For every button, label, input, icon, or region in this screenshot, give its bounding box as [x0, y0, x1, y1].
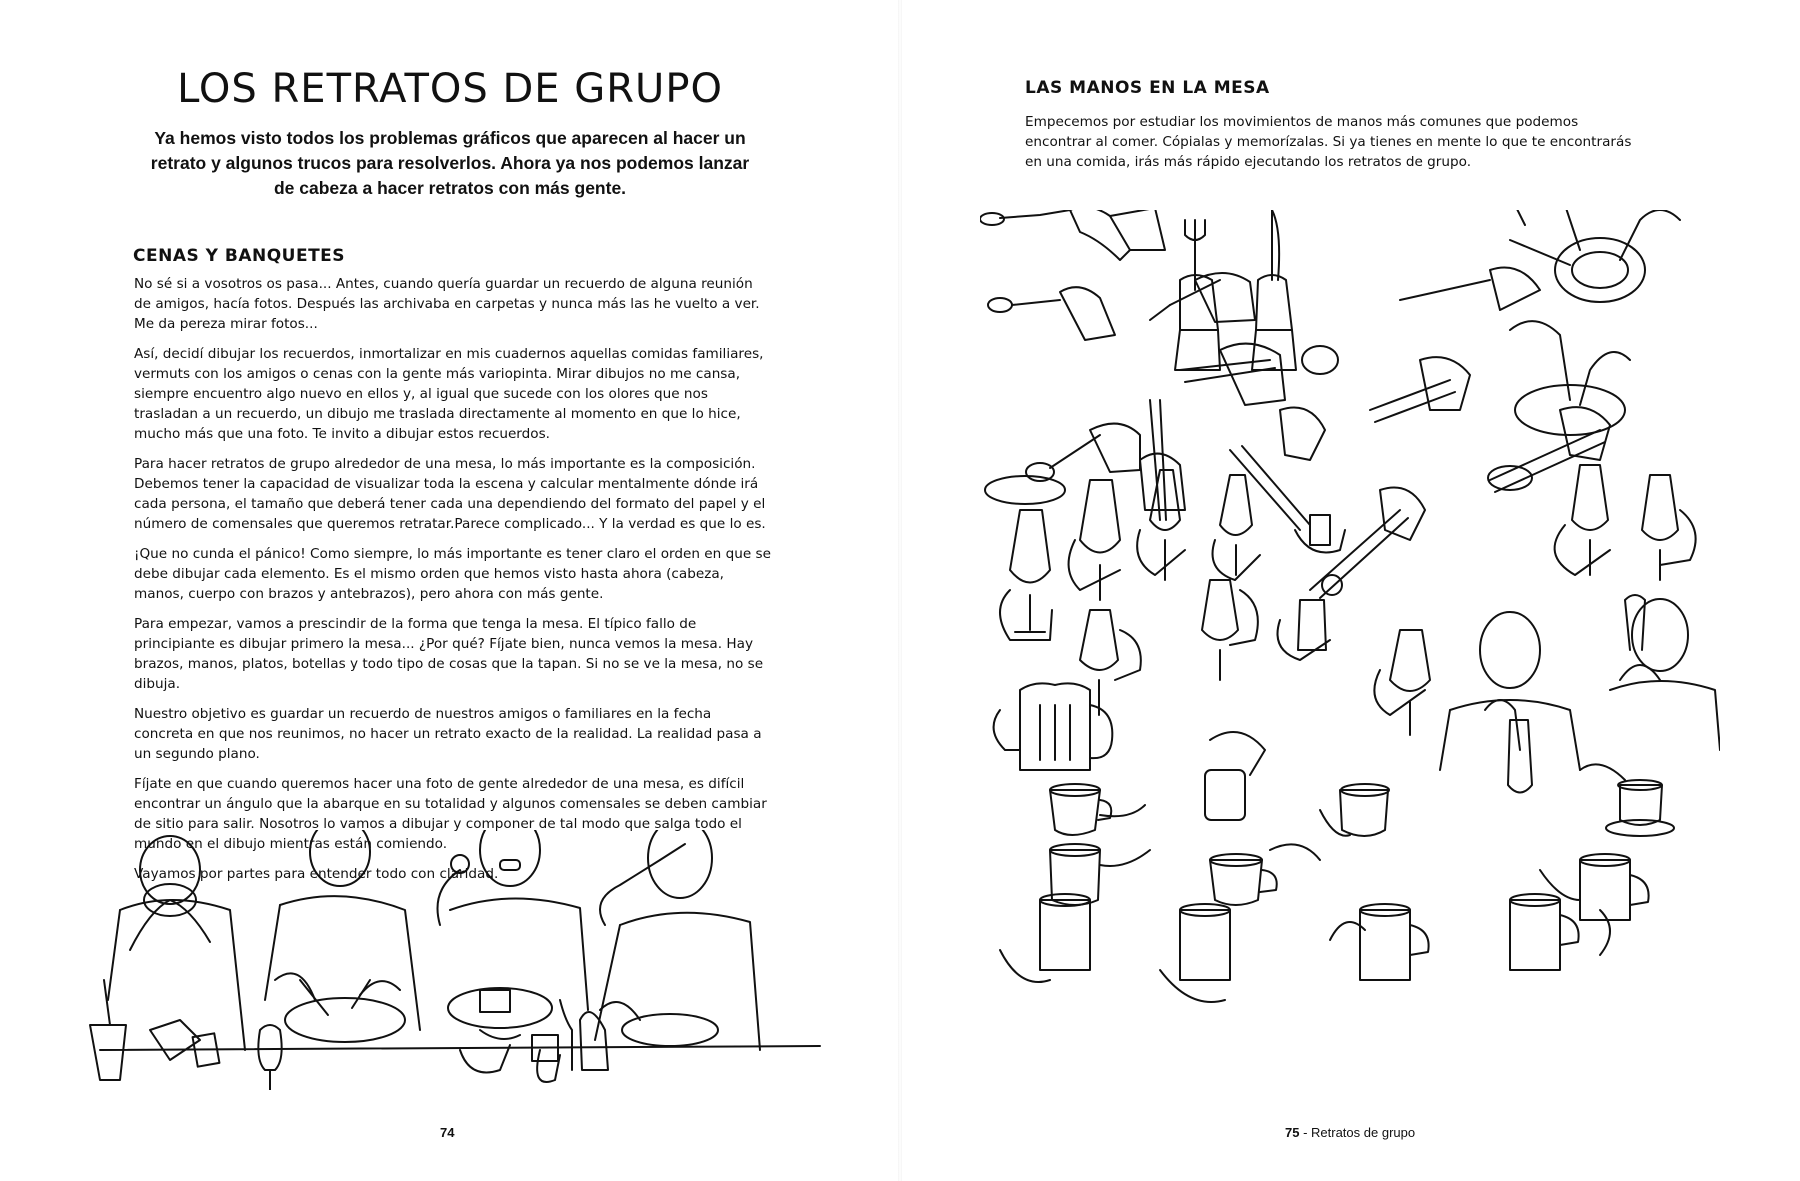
hand-with-wine-glass	[1213, 475, 1261, 580]
hand-with-chopsticks	[1230, 408, 1325, 531]
hand-with-mug	[1000, 894, 1090, 982]
hand-with-beer-mug	[994, 683, 1113, 770]
page-number-right: 75	[1285, 1125, 1300, 1140]
hand-with-coffee-cup	[1050, 844, 1150, 905]
paragraph: Para hacer retratos de grupo alrededor de una mesa, lo más importante es la composición. Debemos tener la capacidad de visualizar toda la escena y calcular mentalmente dónde irá cada persona, el tamaño que deberá tener cada una dependiendo del formato del papel y el número de comensales que queremos retratar.Parece complicado... Y la verdad es que lo es.	[134, 456, 766, 532]
page-title: LOS RETRATOS DE GRUPO	[177, 66, 723, 112]
hand-with-spoon	[980, 210, 1165, 260]
hand-with-shot-glass	[1295, 515, 1345, 553]
hand-with-chopsticks	[1370, 357, 1470, 422]
hand-with-wine-glass	[1137, 470, 1185, 580]
paragraph: Para empezar, vamos a prescindir de la forma que tenga la mesa. El típico fallo de principiante es dibujar primero la mesa... ¿Por qué? Fíjate bien, nunca vemos la mesa. Hay brazos, manos, platos, botellas y todo tipo de cosas que la tapan. Si no se ve la mesa, no se dibuja.	[134, 616, 764, 692]
diner-figure	[90, 836, 245, 1080]
hand-with-wine-glass	[1202, 580, 1258, 680]
paragraph: Vayamos por partes para entender todo con claridad.	[134, 866, 499, 882]
hand-with-coffee-cup	[1320, 784, 1389, 836]
paragraph: Así, decidí dibujar los recuerdos, inmortalizar en mis cuadernos aquellas comidas familiares, vermuts con los amigos o cenas con la gente más variopinta. Mirar dibujos no me cansa, siempre encuentro algo nuevo en ellos y, al igual que sucede con los olores que nos trasladan a un recuerdo, un dibujo me traslada directamente al momento en que lo hice, mucho más que una foto. Te invito a dibujar estos recuerdos.	[134, 346, 764, 442]
hand-with-mug	[1330, 904, 1429, 980]
paragraph: ¡Que no cunda el pánico! Como siempre, lo más importante es tener claro el orden en que se debe dibujar cada elemento. Es el mismo orden que hemos visto hasta ahora (cabeza, manos, cuerpo con brazos y antebrazos), pero ahora con más gente.	[134, 546, 771, 602]
page-footer-right	[1285, 1125, 1415, 1140]
diner-figure	[1440, 612, 1580, 793]
hand-with-wine-glass	[1069, 480, 1120, 600]
paragraph: No sé si a vosotros os pasa... Antes, cuando quería guardar un recuerdo de alguna reunión de amigos, hacía fotos. Después las archivaba en carpetas y nunca más las he vuelto a ver. Me da pereza mirar fotos...	[134, 276, 760, 332]
hand-with-chopsticks	[1488, 407, 1610, 492]
hand-with-can	[1205, 732, 1265, 820]
hand-with-wine-glass	[1000, 510, 1052, 640]
right-page	[900, 0, 1800, 1181]
running-footer: - Retratos de grupo	[1299, 1125, 1416, 1140]
hand-with-wine-glass	[1374, 630, 1430, 735]
section-title-manos: LAS MANOS EN LA MESA	[1025, 78, 1270, 98]
hands-on-plate	[1510, 321, 1630, 435]
hand-with-coffee-cup	[1050, 784, 1145, 835]
hand-with-mug	[1160, 904, 1230, 1002]
hand-with-mug	[1510, 894, 1610, 970]
hand-with-coffee-cup	[1210, 844, 1320, 905]
diner-figure	[258, 830, 420, 1090]
hand-with-spoon	[985, 424, 1140, 504]
hand-with-glass	[1278, 600, 1331, 660]
paragraph: Fíjate en que cuando queremos hacer una foto de gente alrededor de una mesa, es difícil encontrar un ángulo que la abarque en su totalidad y algunos comensales se deben cambiar de sitio para salir. Nosotros lo vamos a dibujar y componer de tal modo que salga todo el mundo en el dibujo mientras están comiendo.	[134, 776, 767, 852]
diner-figure	[438, 830, 589, 1082]
paragraph: Nuestro objetivo es guardar un recuerdo de nuestros amigos o familiares en la fecha concreta en que nos reunimos, no hacer un retrato exacto de la realidad. La realidad pasa a un segundo plano.	[134, 706, 762, 762]
hand-with-fork	[1150, 273, 1255, 322]
hand-with-wine-glass	[1555, 465, 1610, 575]
body-text-right: Empecemos por estudiar los movimientos de manos más comunes que podemos encontrar al comer. Cópialas y memorízalas. Si ya tienes en mente lo que te encontrarás en una comida, irás más rápido ejecutando los retratos de grupo.	[1025, 114, 1632, 170]
hand-with-chopsticks	[1310, 488, 1425, 599]
diner-figure	[560, 830, 760, 1070]
page-number-left: 74	[440, 1125, 455, 1140]
hand-with-chopsticks	[1180, 344, 1338, 405]
hands-cutting-on-plate	[1400, 210, 1680, 310]
dinner-table-illustration	[60, 830, 840, 1090]
intro-paragraph: Ya hemos visto todos los problemas gráficos que aparecen al hacer un retrato y algunos trucos para resolverlos. Ahora ya nos podemos lanzar de cabeza a hacer retratos con más gente.	[150, 128, 750, 198]
body-text-left	[134, 274, 774, 894]
section-title-cenas: CENAS Y BANQUETES	[133, 246, 346, 266]
hand-with-fork	[1175, 220, 1220, 370]
hand-with-coffee-cup	[1580, 764, 1674, 836]
diner-figure	[1610, 595, 1720, 750]
hand-with-spoon	[988, 287, 1115, 340]
hand-with-mug	[1540, 854, 1649, 920]
hands-at-table-illustration	[980, 210, 1720, 1090]
hand-with-wine-glass	[1642, 475, 1696, 580]
